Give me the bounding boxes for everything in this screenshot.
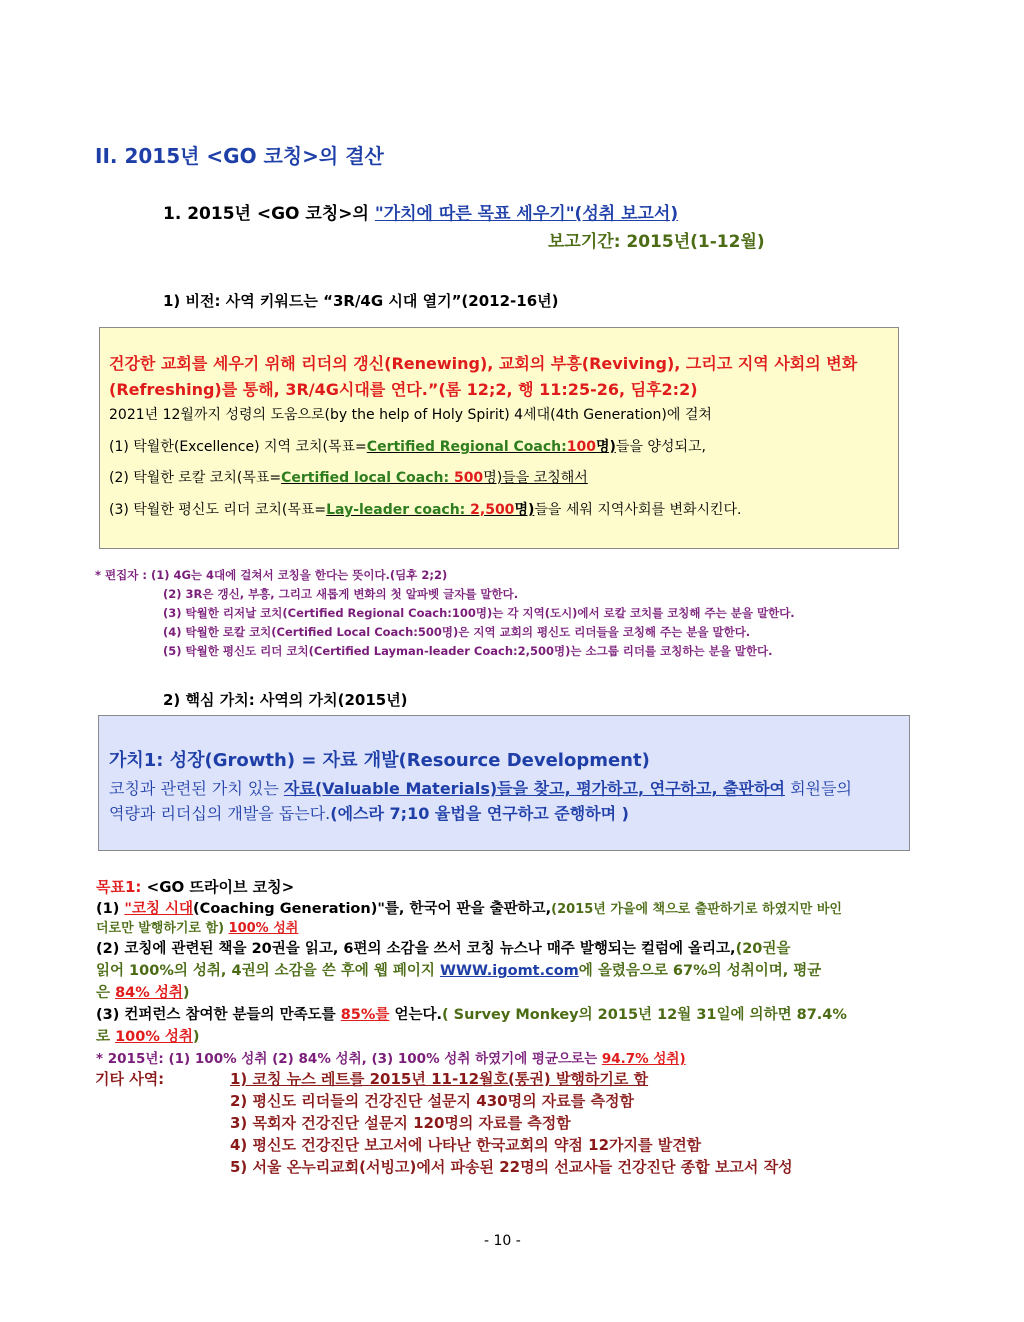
goal-2-line-3 xyxy=(96,981,189,1002)
value-line-2 xyxy=(109,801,629,824)
value-title: 가치1: 성장(Growth) = 자료 개발(Resource Development) xyxy=(109,750,650,771)
other-item-3: 3) 목회자 건강진단 설문지 120명의 자료를 측정함 xyxy=(230,1114,571,1132)
other-list xyxy=(230,1068,793,1178)
goal-3-line-2 xyxy=(96,1025,200,1046)
page-number: - 10 - xyxy=(484,1233,521,1249)
vision-item-3-coach: Lay-leader coach: xyxy=(326,502,471,518)
vision-statement-line2: (Refreshing)를 통해, 3R/4G시대를 연다.”(롬 12;2, 행 11:25-26, 딤후2:2) xyxy=(109,380,698,399)
value-line-2-bold: (에스라 7;10 율법을 연구하고 준행하며 ) xyxy=(330,804,629,823)
goal-3-note-cont: 로 xyxy=(96,1029,116,1045)
other-item-1: 1) 코칭 뉴스 레트를 2015년 11-12월호(통권) 발행하기로 함 xyxy=(230,1070,649,1088)
value-materials-link[interactable]: 자료(Valuable Materials)들을 찾고, 평가하고, 연구하고, 출판하여 xyxy=(283,779,785,798)
summary-average: 94.7% 성취) xyxy=(601,1051,686,1067)
goal-2-line-1 xyxy=(96,937,790,958)
vision-item-3-count: 2,500 xyxy=(470,502,515,518)
vision-item-2-text: (2) 탁월한 로칼 코치(목표= xyxy=(109,470,282,486)
goal-3-text: (3) 컨퍼런스 참여한 분들의 만족도를 xyxy=(96,1007,341,1023)
goal-2-close: ) xyxy=(182,985,190,1001)
goal-1-note-cont: 더로만 발행하기로 함) xyxy=(96,921,229,936)
vision-item-2-goal xyxy=(281,470,588,486)
report-period: 보고기간: 2015년(1-12월) xyxy=(548,232,765,252)
goal-1-number: (1) xyxy=(96,901,125,917)
goal-1-book-link[interactable]: "코칭 시대 xyxy=(124,901,194,917)
goal-1-achievement: 100% 성취 xyxy=(228,921,299,936)
values-heading: 2) 핵심 가치: 사역의 가치(2015년) xyxy=(163,691,408,709)
goal-1-note: (2015년 가을에 책으로 출판하기로 하였지만 바인 xyxy=(551,902,842,917)
editor-note-4: (4) 탁월한 로칼 코치(Certified Local Coach:500명)은 지역 교회의 평신도 리더들을 코칭해 주는 분을 말한다. xyxy=(163,625,751,639)
vision-item-3 xyxy=(109,499,742,519)
other-label: 기타 사역: xyxy=(95,1070,165,1088)
section-title: II. 2015년 <GO 코칭>의 결산 xyxy=(95,144,384,168)
goal-3-close: ) xyxy=(192,1029,200,1045)
goal-1-text: (Coaching Generation)"를, 한국어 판을 출판하고, xyxy=(193,901,552,917)
value-line-2-text: 역량과 리더십의 개발을 돕는다. xyxy=(109,804,331,823)
vision-item-2-count: 500 xyxy=(453,470,484,486)
editor-note-5: (5) 탁월한 평신도 리더 코치(Certified Layman-leader Coach:2,500명)는 소그룹 리더를 코칭하는 분을 말한다. xyxy=(163,644,773,658)
goal-3-text-tail: 얻는다. xyxy=(389,1007,442,1023)
website-link[interactable]: WWW.igomt.com xyxy=(439,963,579,979)
other-item-2: 2) 평신도 리더들의 건강진단 설문지 430명의 자료를 측정함 xyxy=(230,1092,634,1110)
goal-3-note: ( Survey Monkey의 2015년 12월 31일에 의하면 87.4% xyxy=(441,1007,847,1023)
vision-item-1-count: 100 xyxy=(566,439,596,455)
vision-item-2 xyxy=(109,467,588,487)
vision-item-1-goal xyxy=(367,439,616,455)
vision-item-2-coach: Certified local Coach: xyxy=(281,470,454,486)
goal-3-line-1 xyxy=(96,1003,847,1024)
other-item-5: 5) 서울 온누리교회(서빙고)에서 파송된 22명의 선교사들 건강진단 종합 보고서 작성 xyxy=(230,1158,793,1176)
vision-item-1-coach: Certified Regional Coach: xyxy=(366,439,567,455)
goal-title xyxy=(96,876,294,897)
vision-period-line: 2021년 12월까지 성령의 도움으로(by the help of Holy Spirit) 4세대(4th Generation)에 걸쳐 xyxy=(109,407,712,423)
vision-heading: 1) 비전: 사역 키워드는 “3R/4G 시대 열기”(2012-16년) xyxy=(163,292,559,310)
value-line-1-tail: 회원들의 xyxy=(785,779,852,798)
goal-1-line-1 xyxy=(96,897,842,918)
report-heading xyxy=(163,199,678,224)
vision-item-3-tail: 들을 세워 지역사회를 변화시킨다. xyxy=(534,502,742,518)
goal-3-achievement: 100% 성취 xyxy=(115,1029,193,1045)
summary-line xyxy=(96,1047,686,1067)
goal-2-achievement: 84% 성취 xyxy=(115,985,183,1001)
vision-item-1-unit: 명) xyxy=(595,439,616,455)
vision-item-1-text: (1) 탁월한(Excellence) 지역 코치(목표= xyxy=(109,439,367,455)
report-title-link[interactable]: "가치에 따른 목표 세우기"(성취 보고서) xyxy=(374,204,679,224)
vision-item-2-tail: 명)들을 코칭해서 xyxy=(483,470,588,486)
goal-title-name: <GO 뜨라이브 코칭> xyxy=(146,878,295,896)
goal-1-line-2 xyxy=(96,917,298,936)
other-item-4: 4) 평신도 건강진단 보고서에 나타난 한국교회의 약점 12가지를 발견함 xyxy=(230,1136,702,1154)
vision-item-3-text: (3) 탁월한 평신도 리더 코치(목표= xyxy=(109,502,327,518)
goal-2-note: (20권을 xyxy=(735,941,791,957)
editor-note-2: (2) 3R은 갱신, 부흥, 그리고 새롭게 변화의 첫 알파벳 글자를 말한다. xyxy=(163,587,519,601)
vision-item-3-goal xyxy=(326,502,534,518)
report-heading-prefix: 1. 2015년 <GO 코칭>의 xyxy=(163,204,375,224)
goal-title-label: 목표1: xyxy=(96,878,147,896)
vision-statement-line1: 건강한 교회를 세우기 위해 리더의 갱신(Renewing), 교회의 부흥(Reviving), 그리고 지역 사회의 변화 xyxy=(109,354,858,373)
goal-2-note-cont: 읽어 100%의 성취, 4권의 소감을 쓴 후에 웹 페이지 xyxy=(96,963,440,979)
goal-2-note-tail: 에 올렸음으로 67%의 성취이며, 평균 xyxy=(578,963,822,979)
vision-item-1 xyxy=(109,436,706,456)
goal-2-avg-label: 은 xyxy=(96,985,116,1001)
vision-item-1-tail: 들을 양성되고, xyxy=(615,439,706,455)
goal-3-target: 85%를 xyxy=(340,1007,390,1023)
goal-2-text: (2) 코칭에 관련된 책을 20권을 읽고, 6편의 소감을 쓰서 코칭 뉴스나 매주 발행되는 컬럼에 올리고, xyxy=(96,941,736,957)
value-line-1-text: 코칭과 관련된 가치 있는 xyxy=(109,779,284,798)
vision-item-3-unit: 명) xyxy=(514,502,535,518)
editor-note-3: (3) 탁월한 리저날 코치(Certified Regional Coach:100명)는 각 지역(도시)에서 로칼 코치를 코칭해 주는 분을 말한다. xyxy=(163,606,795,620)
editor-note-1: * 편집자 : (1) 4G는 4대에 걸쳐서 코칭을 한다는 뜻이다.(딤후 2;2) xyxy=(95,568,448,582)
goal-2-line-2 xyxy=(96,959,821,980)
value-line-1 xyxy=(109,776,852,799)
summary-text: * 2015년: (1) 100% 성취 (2) 84% 성취, (3) 100% 성취 하였기에 평균으로는 xyxy=(96,1051,602,1067)
